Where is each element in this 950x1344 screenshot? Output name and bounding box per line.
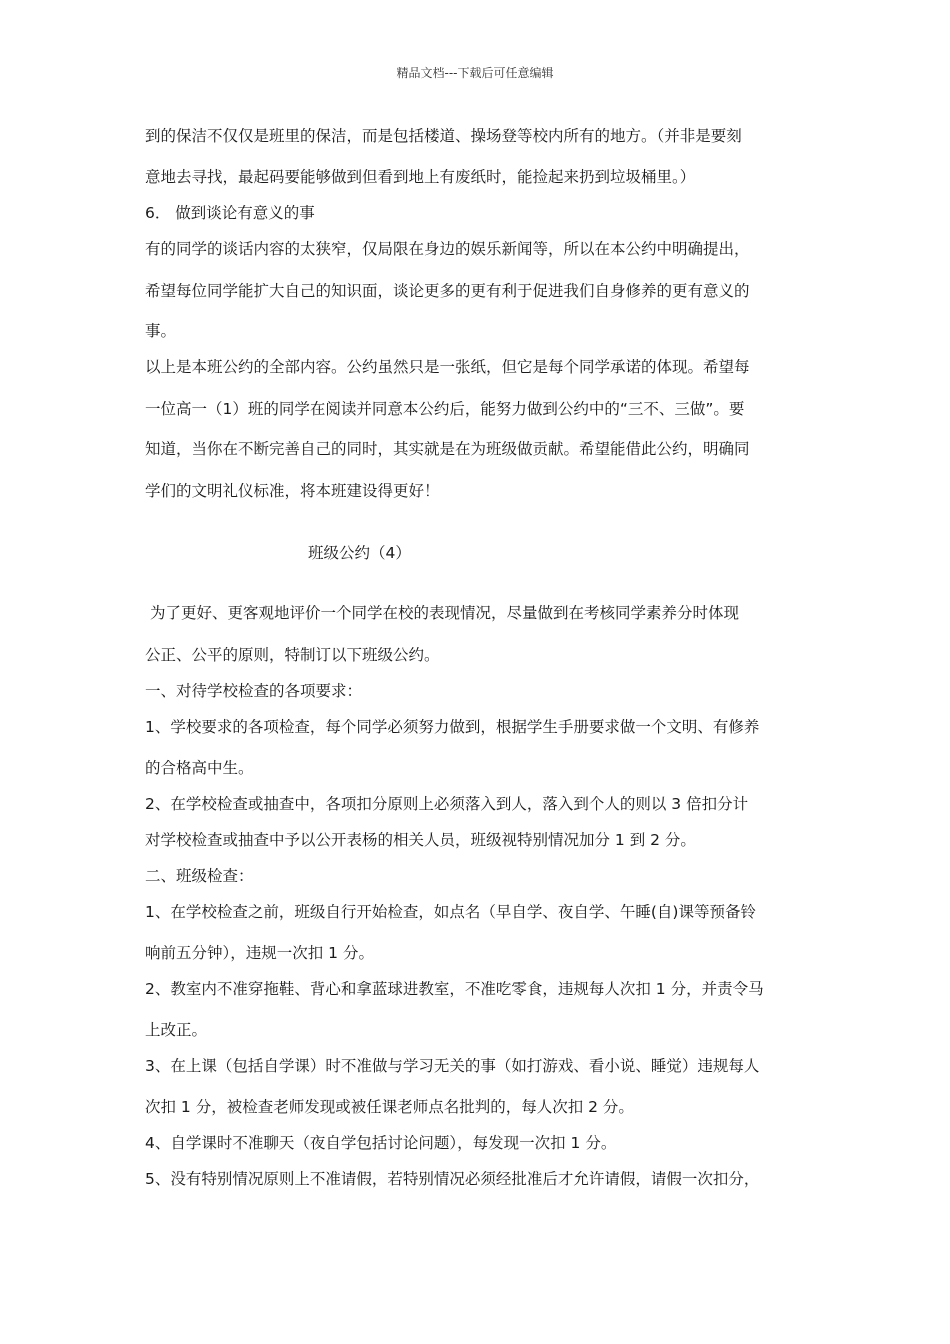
section-heading: 一、对待学校检查的各项要求： [145,682,363,700]
section-heading: 二、班级检查： [145,867,254,885]
text-line: 学们的文明礼仪标准，将本班建设得更好！ [145,482,440,500]
text-line: 对学校检查或抽查中予以公开表杨的相关人员，班级视特别情况加分 1 到 2 分。 [145,831,696,849]
text-line: 5、没有特别情况原则上不准请假，若特别情况必须经批准后才允许请假，请假一次扣分， [145,1170,760,1188]
text-line: 次扣 1 分，被检查老师发现或被任课老师点名批判的，每人次扣 2 分。 [145,1098,634,1116]
section-title: 班级公约（4） [308,544,411,562]
text-line: 知道，当你在不断完善自己的同时，其实就是在为班级做贡献。希望能借此公约，明确同 [145,440,750,458]
text-line: 事。 [145,322,177,340]
text-line: 响前五分钟），违规一次扣 1 分。 [145,944,374,962]
section-heading: 6． 做到谈论有意义的事 [145,204,315,222]
text-line: 的合格高中生。 [145,759,254,777]
text-line: 3、在上课（包括自学课）时不准做与学习无关的事（如打游戏、看小说、睡觉）违规每人 [145,1057,760,1075]
text-line: 到的保洁不仅仅是班里的保洁，而是包括楼道、操场登等校内所有的地方。（并非是要刻 [145,127,742,145]
text-line: 有的同学的谈话内容的太狭窄，仅局限在身边的娱乐新闻等，所以在本公约中明确提出， [145,240,750,258]
text-line: 公正、公平的原则，特制订以下班级公约。 [145,646,440,664]
text-line: 以上是本班公约的全部内容。公约虽然只是一张纸，但它是每个同学承诺的体现。希望每 [145,358,750,376]
text-line: 意地去寻找，最起码要能够做到但看到地上有废纸时，能捡起来扔到垃圾桶里。） [145,168,696,186]
text-line: 2、在学校检查或抽查中，各项扣分原则上必须落入到人，落入到个人的则以 3 倍扣分计 [145,795,749,813]
text-line: 希望每位同学能扩大自己的知识面，谈论更多的更有利于促进我们自身修养的更有意义的 [145,282,750,300]
text-line: 2、教室内不准穿拖鞋、背心和拿蓝球进教室，不准吃零食，违规每人次扣 1 分，并责令马 [145,980,764,998]
page-header: 精品文档---下载后可任意编辑 [396,66,554,80]
text-line: 1、学校要求的各项检查，每个同学必须努力做到，根据学生手册要求做一个文明、有修养 [145,718,760,736]
text-line: 4、自学课时不准聊天（夜自学包括讨论问题），每发现一次扣 1 分。 [145,1134,617,1152]
text-line: 上改正。 [145,1021,208,1039]
text-line: 一位高一（1）班的同学在阅读并同意本公约后，能努力做到公约中的“三不、三做”。要 [145,400,745,418]
text-line: 为了更好、更客观地评价一个同学在校的表现情况，尽量做到在考核同学素养分时体现 [150,604,740,622]
text-line: 1、在学校检查之前，班级自行开始检查，如点名（早自学、夜自学、午睡(自)课等预备铃 [145,903,756,921]
